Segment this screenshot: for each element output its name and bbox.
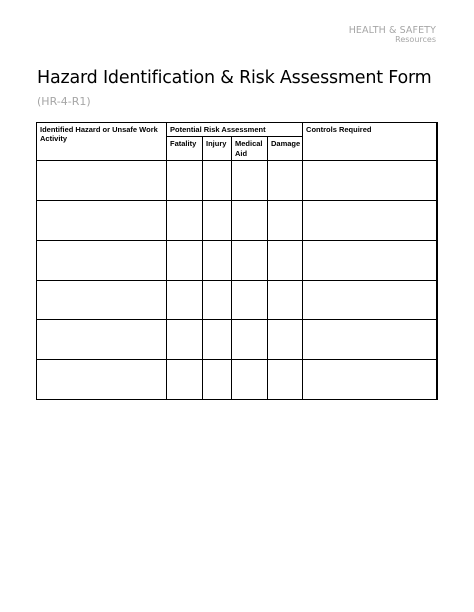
- hazard-cell[interactable]: [37, 280, 167, 320]
- medical-aid-cell[interactable]: [232, 161, 268, 201]
- table-row: [37, 280, 438, 320]
- controls-cell[interactable]: [303, 240, 438, 280]
- hazard-cell[interactable]: [37, 200, 167, 240]
- hazard-cell[interactable]: [37, 360, 167, 400]
- controls-cell[interactable]: [303, 280, 438, 320]
- fatality-cell[interactable]: [167, 200, 203, 240]
- injury-cell[interactable]: [203, 240, 232, 280]
- brand-subtitle: Resources: [395, 34, 436, 44]
- damage-cell[interactable]: [268, 280, 303, 320]
- damage-cell[interactable]: [268, 320, 303, 360]
- medical-aid-cell[interactable]: [232, 360, 268, 400]
- medical-aid-cell[interactable]: [232, 240, 268, 280]
- hazard-cell[interactable]: [37, 240, 167, 280]
- damage-cell[interactable]: [268, 161, 303, 201]
- table-row: [37, 360, 438, 400]
- hazard-assessment-table: [36, 122, 438, 400]
- table-row: [37, 320, 438, 360]
- hazard-cell[interactable]: [37, 320, 167, 360]
- header-risk-assessment: Potential Risk Assessment: [167, 123, 303, 137]
- fatality-cell[interactable]: [167, 320, 203, 360]
- table-row: [37, 240, 438, 280]
- hazard-cell[interactable]: [37, 161, 167, 201]
- header-damage: Damage: [268, 137, 303, 161]
- header-fatality: Fatality: [167, 137, 203, 161]
- table-body: [37, 161, 438, 400]
- form-code: (HR-4-R1): [37, 95, 91, 108]
- injury-cell[interactable]: [203, 360, 232, 400]
- fatality-cell[interactable]: [167, 240, 203, 280]
- injury-cell[interactable]: [203, 320, 232, 360]
- injury-cell[interactable]: [203, 161, 232, 201]
- controls-cell[interactable]: [303, 200, 438, 240]
- table-row: [37, 161, 438, 201]
- medical-aid-cell[interactable]: [232, 200, 268, 240]
- injury-cell[interactable]: [203, 200, 232, 240]
- damage-cell[interactable]: [268, 240, 303, 280]
- brand-header: [349, 26, 436, 44]
- damage-cell[interactable]: [268, 360, 303, 400]
- header-controls: Controls Required: [303, 123, 438, 161]
- injury-cell[interactable]: [203, 280, 232, 320]
- medical-aid-cell[interactable]: [232, 320, 268, 360]
- controls-cell[interactable]: [303, 360, 438, 400]
- fatality-cell[interactable]: [167, 280, 203, 320]
- header-hazard: Identified Hazard or Unsafe Work Activity: [37, 123, 167, 161]
- brand-title: HEALTH & SAFETY: [348, 25, 436, 36]
- header-injury: Injury: [203, 137, 232, 161]
- table-row: [37, 200, 438, 240]
- page-title: Hazard Identification & Risk Assessment Form: [37, 68, 432, 88]
- fatality-cell[interactable]: [167, 360, 203, 400]
- header-medical-aid: Medical Aid: [232, 137, 268, 161]
- controls-cell[interactable]: [303, 161, 438, 201]
- fatality-cell[interactable]: [167, 161, 203, 201]
- damage-cell[interactable]: [268, 200, 303, 240]
- controls-cell[interactable]: [303, 320, 438, 360]
- medical-aid-cell[interactable]: [232, 280, 268, 320]
